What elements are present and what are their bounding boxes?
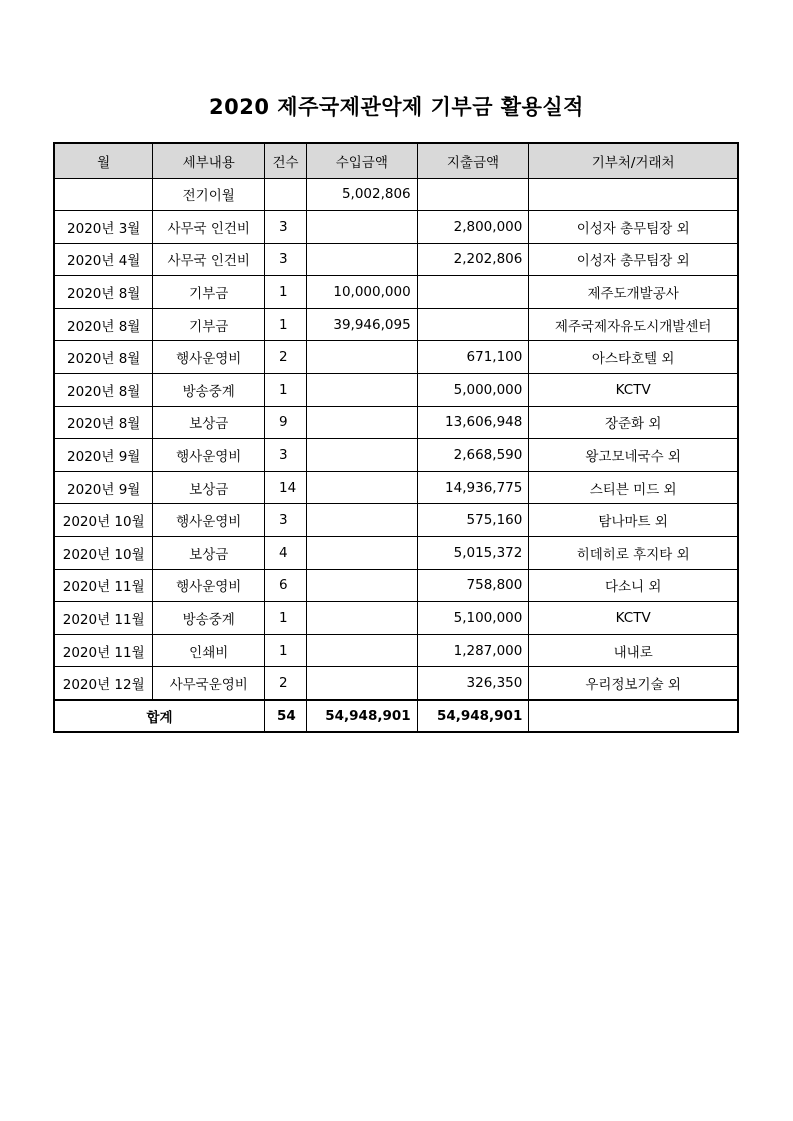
cell-count: 14 bbox=[265, 471, 307, 504]
cell-count: 4 bbox=[265, 537, 307, 570]
cell-detail: 행사운영비 bbox=[153, 341, 265, 374]
cell-month: 2020년 11월 bbox=[54, 569, 153, 602]
cell-partner: 탐나마트 외 bbox=[529, 504, 738, 537]
cell-partner: 이성자 총무팀장 외 bbox=[529, 243, 738, 276]
table-body bbox=[54, 178, 738, 700]
cell-income bbox=[306, 243, 417, 276]
cell-partner: 아스타호텔 외 bbox=[529, 341, 738, 374]
cell-income bbox=[306, 667, 417, 700]
cell-count: 1 bbox=[265, 602, 307, 635]
total-partner bbox=[529, 700, 738, 733]
cell-detail: 행사운영비 bbox=[153, 504, 265, 537]
table-row bbox=[54, 243, 738, 276]
cell-income: 39,946,095 bbox=[306, 308, 417, 341]
cell-count: 2 bbox=[265, 341, 307, 374]
cell-expense: 5,000,000 bbox=[417, 374, 529, 407]
cell-detail: 보상금 bbox=[153, 537, 265, 570]
cell-partner: 장준화 외 bbox=[529, 406, 738, 439]
cell-partner bbox=[529, 178, 738, 211]
cell-detail: 방송중계 bbox=[153, 374, 265, 407]
cell-income bbox=[306, 406, 417, 439]
cell-month: 2020년 3월 bbox=[54, 211, 153, 244]
table-row bbox=[54, 439, 738, 472]
cell-detail: 인쇄비 bbox=[153, 634, 265, 667]
cell-count: 3 bbox=[265, 439, 307, 472]
page-title: 2020 제주국제관악제 기부금 활용실적 bbox=[209, 95, 584, 119]
cell-partner: 히데히로 후지타 외 bbox=[529, 537, 738, 570]
cell-expense: 5,100,000 bbox=[417, 602, 529, 635]
header-row bbox=[54, 143, 738, 178]
table-row bbox=[54, 406, 738, 439]
cell-expense: 14,936,775 bbox=[417, 471, 529, 504]
header-income: 수입금액 bbox=[306, 143, 417, 178]
cell-partner: 제주국제자유도시개발센터 bbox=[529, 308, 738, 341]
cell-expense: 575,160 bbox=[417, 504, 529, 537]
cell-expense: 758,800 bbox=[417, 569, 529, 602]
cell-month: 2020년 8월 bbox=[54, 341, 153, 374]
table-row bbox=[54, 178, 738, 211]
cell-partner: 제주도개발공사 bbox=[529, 276, 738, 309]
cell-detail: 방송중계 bbox=[153, 602, 265, 635]
cell-detail: 행사운영비 bbox=[153, 439, 265, 472]
header-count: 건수 bbox=[265, 143, 307, 178]
cell-income: 10,000,000 bbox=[306, 276, 417, 309]
cell-income bbox=[306, 471, 417, 504]
cell-income bbox=[306, 504, 417, 537]
cell-count: 9 bbox=[265, 406, 307, 439]
cell-count: 1 bbox=[265, 374, 307, 407]
total-expense: 54,948,901 bbox=[417, 700, 529, 733]
cell-partner: 다소니 외 bbox=[529, 569, 738, 602]
cell-month: 2020년 8월 bbox=[54, 276, 153, 309]
cell-month: 2020년 9월 bbox=[54, 471, 153, 504]
cell-month: 2020년 8월 bbox=[54, 374, 153, 407]
table-row bbox=[54, 634, 738, 667]
cell-detail: 사무국운영비 bbox=[153, 667, 265, 700]
cell-detail: 보상금 bbox=[153, 406, 265, 439]
donation-usage-table bbox=[53, 142, 739, 733]
cell-month: 2020년 11월 bbox=[54, 634, 153, 667]
cell-expense: 2,668,590 bbox=[417, 439, 529, 472]
total-row bbox=[54, 700, 738, 733]
cell-expense bbox=[417, 308, 529, 341]
table-row bbox=[54, 471, 738, 504]
cell-partner: 우리정보기술 외 bbox=[529, 667, 738, 700]
cell-month: 2020년 9월 bbox=[54, 439, 153, 472]
header-expense: 지출금액 bbox=[417, 143, 529, 178]
cell-month: 2020년 4월 bbox=[54, 243, 153, 276]
cell-detail: 행사운영비 bbox=[153, 569, 265, 602]
table-row bbox=[54, 308, 738, 341]
cell-partner: 왕고모네국수 외 bbox=[529, 439, 738, 472]
total-income: 54,948,901 bbox=[306, 700, 417, 733]
cell-detail: 기부금 bbox=[153, 276, 265, 309]
cell-income bbox=[306, 602, 417, 635]
table-row bbox=[54, 504, 738, 537]
cell-count bbox=[265, 178, 307, 211]
cell-count: 1 bbox=[265, 308, 307, 341]
cell-income bbox=[306, 634, 417, 667]
cell-count: 1 bbox=[265, 634, 307, 667]
cell-income bbox=[306, 569, 417, 602]
table-row bbox=[54, 569, 738, 602]
cell-month: 2020년 10월 bbox=[54, 504, 153, 537]
cell-expense: 2,202,806 bbox=[417, 243, 529, 276]
cell-expense bbox=[417, 178, 529, 211]
header-partner: 기부처/거래처 bbox=[529, 143, 738, 178]
cell-expense: 1,287,000 bbox=[417, 634, 529, 667]
cell-partner: KCTV bbox=[529, 602, 738, 635]
table-row bbox=[54, 211, 738, 244]
total-count: 54 bbox=[265, 700, 307, 733]
cell-count: 6 bbox=[265, 569, 307, 602]
table-row bbox=[54, 341, 738, 374]
cell-expense bbox=[417, 276, 529, 309]
cell-detail: 전기이월 bbox=[153, 178, 265, 211]
cell-count: 3 bbox=[265, 211, 307, 244]
header-detail: 세부내용 bbox=[153, 143, 265, 178]
cell-month bbox=[54, 178, 153, 211]
cell-month: 2020년 12월 bbox=[54, 667, 153, 700]
cell-month: 2020년 11월 bbox=[54, 602, 153, 635]
cell-detail: 사무국 인건비 bbox=[153, 243, 265, 276]
cell-income bbox=[306, 439, 417, 472]
table-row bbox=[54, 276, 738, 309]
table-row bbox=[54, 374, 738, 407]
cell-partner: KCTV bbox=[529, 374, 738, 407]
cell-month: 2020년 8월 bbox=[54, 308, 153, 341]
total-label: 합계 bbox=[54, 700, 265, 733]
cell-income: 5,002,806 bbox=[306, 178, 417, 211]
cell-expense: 13,606,948 bbox=[417, 406, 529, 439]
table-row bbox=[54, 602, 738, 635]
cell-expense: 671,100 bbox=[417, 341, 529, 374]
cell-income bbox=[306, 211, 417, 244]
table-row bbox=[54, 537, 738, 570]
header-month: 월 bbox=[54, 143, 153, 178]
cell-detail: 기부금 bbox=[153, 308, 265, 341]
cell-income bbox=[306, 341, 417, 374]
cell-count: 2 bbox=[265, 667, 307, 700]
cell-expense: 5,015,372 bbox=[417, 537, 529, 570]
cell-count: 3 bbox=[265, 243, 307, 276]
cell-detail: 보상금 bbox=[153, 471, 265, 504]
cell-partner: 이성자 총무팀장 외 bbox=[529, 211, 738, 244]
cell-partner: 스티븐 미드 외 bbox=[529, 471, 738, 504]
cell-income bbox=[306, 537, 417, 570]
cell-expense: 326,350 bbox=[417, 667, 529, 700]
cell-expense: 2,800,000 bbox=[417, 211, 529, 244]
cell-count: 1 bbox=[265, 276, 307, 309]
cell-partner: 내내로 bbox=[529, 634, 738, 667]
table-row bbox=[54, 667, 738, 700]
cell-detail: 사무국 인건비 bbox=[153, 211, 265, 244]
cell-month: 2020년 8월 bbox=[54, 406, 153, 439]
cell-income bbox=[306, 374, 417, 407]
cell-count: 3 bbox=[265, 504, 307, 537]
cell-month: 2020년 10월 bbox=[54, 537, 153, 570]
